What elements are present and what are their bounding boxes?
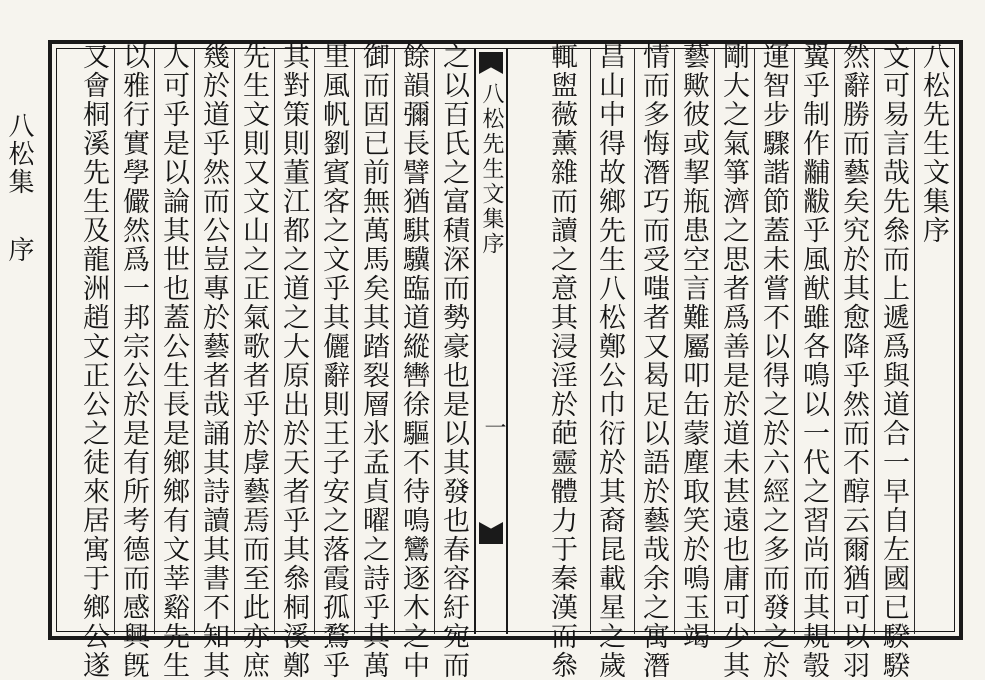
margin-book-title: 八松集 — [4, 112, 34, 196]
text-column-5: 運智步驟諧節蓋未嘗不以得之於六經之多而發之於 — [758, 42, 789, 680]
text-column-8: 情而多悔潛巧而受嗤者又曷足以語於藝哉余之寓潛 — [638, 42, 669, 680]
text-column-12: 餘韻彌長譬猶騏驥臨道縱轡徐驅不待鳴鸞逐木之中 — [398, 42, 429, 680]
fold-book-title: 八松先生文集序 — [479, 82, 504, 257]
text-column-4: 翼乎制作黼黻乎風猷雖各鳴以一代之習尚而其規彀 — [798, 42, 829, 680]
text-column-10: 輒盥薇薰雜而讀之意其浸淫於葩靈體力于秦漢而叅 — [546, 42, 577, 680]
text-column-13: 御而固已前無萬馬矣其踏裂層氷孟貞曜之詩乎其萬 — [358, 42, 389, 680]
fish-tail-top-icon — [479, 52, 503, 74]
text-column-3: 然辭勝而藝矣究於其愈降乎然而不醇云爾猶可以羽 — [838, 42, 869, 680]
text-column-16: 先生文則又文山之正氣歌者乎於虖藝焉而至此亦庶 — [238, 42, 269, 680]
text-column-2: 文可易言哉先叅而上遞爲與道合一早自左國已騤騤 — [878, 42, 909, 680]
center-fold — [474, 48, 508, 634]
text-column-15: 其對策則董江都之道之大原出於天者乎其叅桐溪鄭 — [278, 42, 309, 680]
fold-page-number: 一 — [481, 416, 506, 438]
text-column-18: 人可乎是以論其世也蓋公生長是鄉鄉有文莘谿先生 — [158, 42, 189, 680]
text-column-6: 剛大之氣箏濟之思者爲善是於道未甚遠也庸可少其 — [718, 42, 749, 680]
text-column-11: 之以百氏之富積深而勢豪也是以其發也春容紆宛而 — [438, 42, 469, 680]
text-column-7: 藝歟彼或挈瓶患空言難屬叩缶蒙塵取笑於鳴玉竭 — [678, 42, 709, 651]
text-column-20: 又會桐溪先生及龍洲趙文正公之徒來居寓于鄉公遂 — [78, 42, 109, 680]
text-column-19: 以雅行實學儼然爲一邦宗公於是有所考德而感興旣 — [118, 42, 149, 680]
text-column-1: 八松先生文集序 — [918, 42, 949, 245]
margin-section-label: 序 — [4, 236, 34, 264]
text-column-9: 昌山中得故鄉先生八松鄭公巾衍於其裔昆載星之歲 — [594, 42, 625, 680]
text-column-14: 里風帆劉賓客之文乎其儷辭則王子安之落霞孤鶩乎 — [318, 42, 349, 680]
text-column-17: 幾於道乎然而公豈專於藝者哉誦其詩讀其書不知其 — [198, 42, 229, 680]
fish-tail-bottom-icon — [479, 522, 503, 544]
